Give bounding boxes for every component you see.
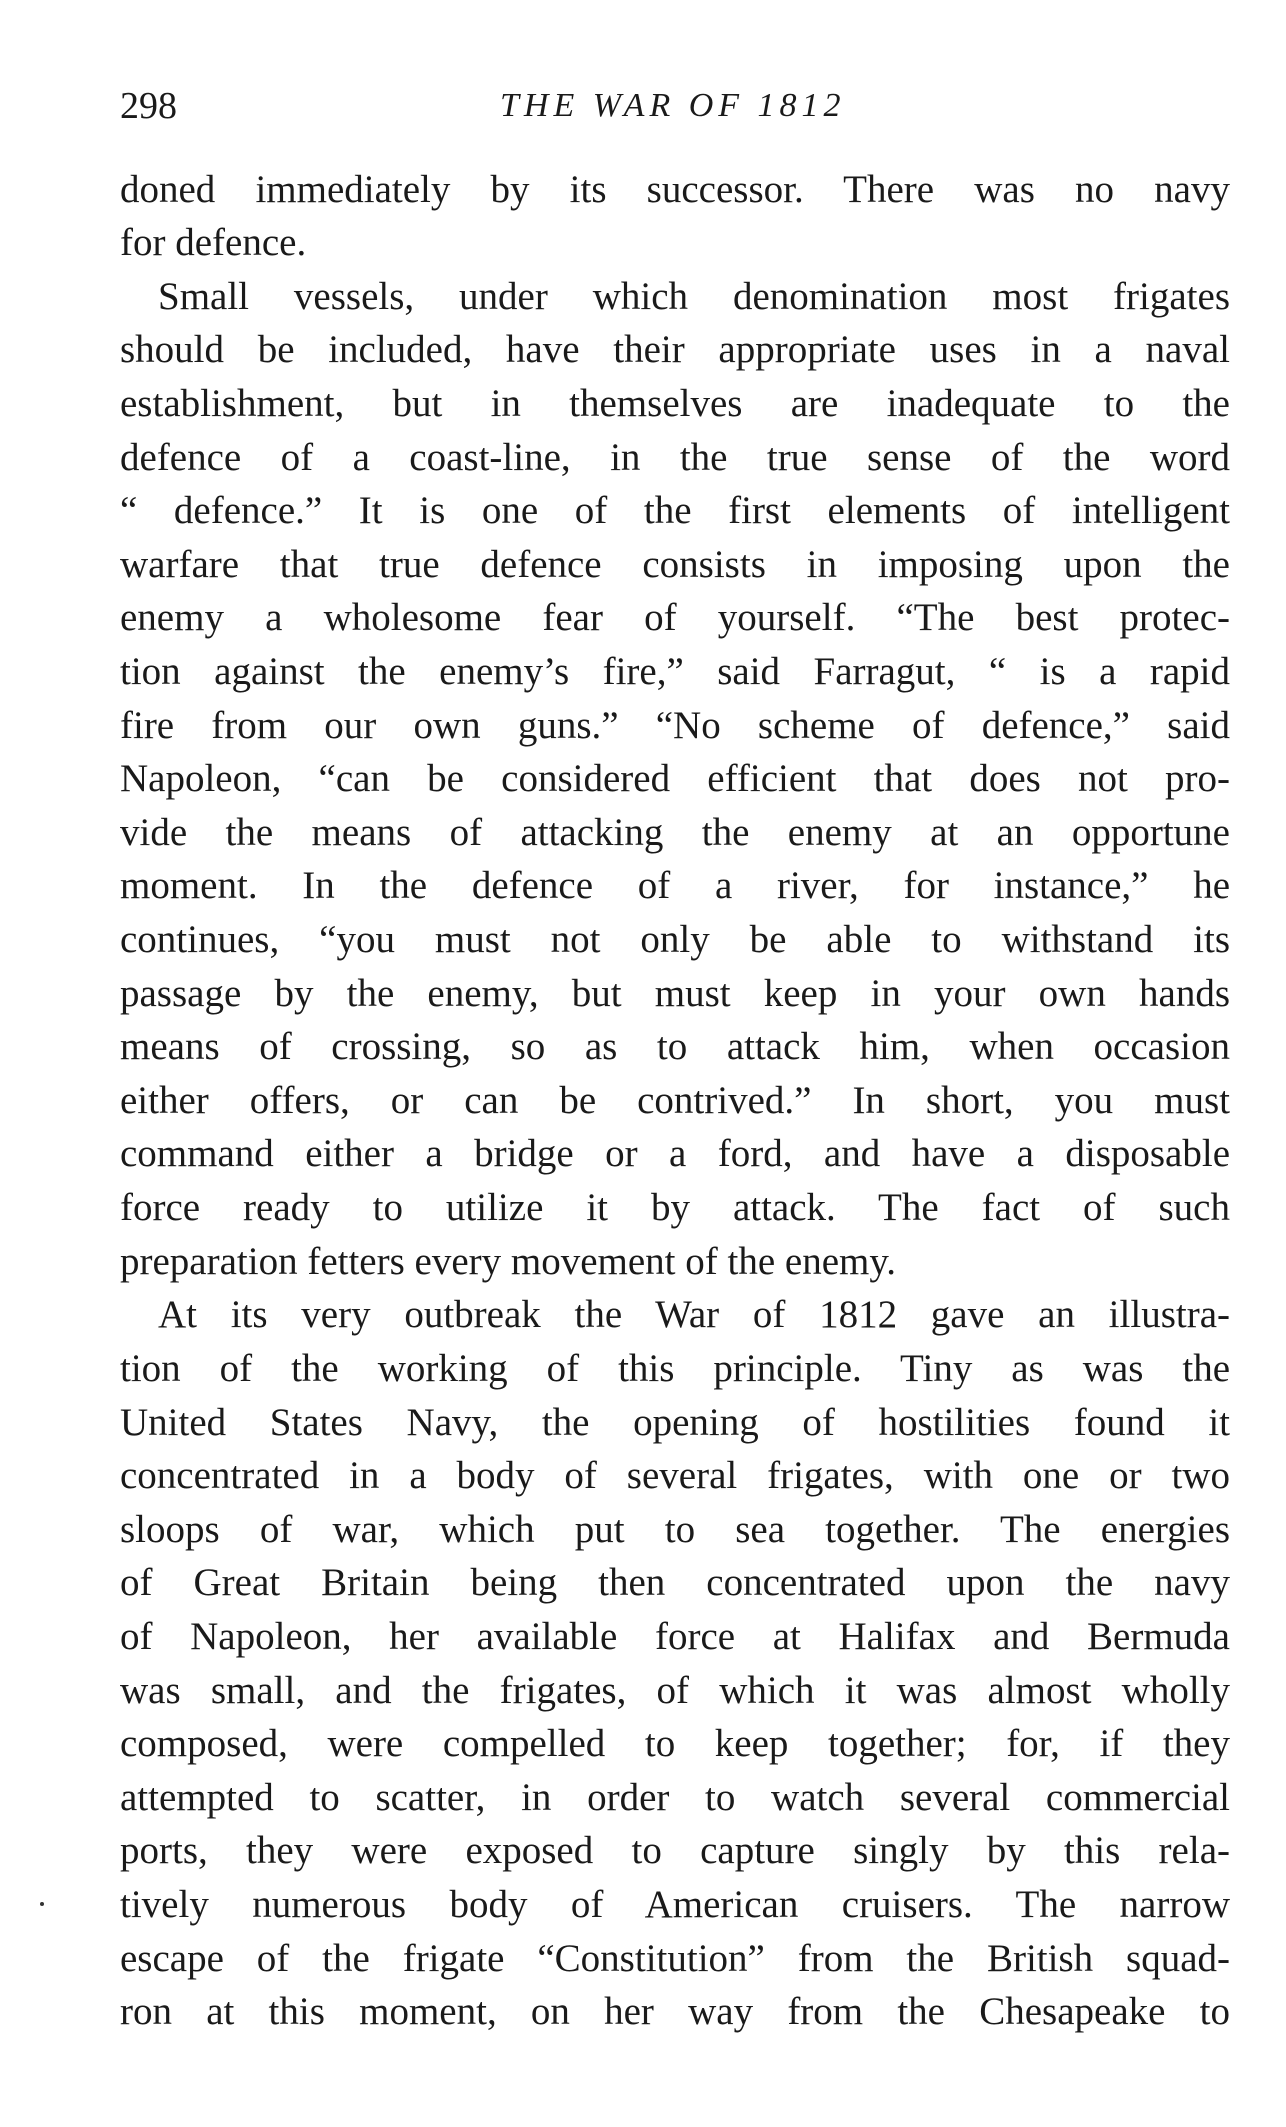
text-line: composed, were compelled to keep together; for, if they <box>120 1722 1230 1765</box>
text-line: should be included, have their appropriate uses in a naval <box>120 328 1230 371</box>
text-line: enemy a wholesome fear of yourself. “The best protec- <box>120 596 1230 639</box>
running-title: THE WAR OF 1812 <box>500 87 846 124</box>
text-line: either offers, or can be contrived.” In short, you must <box>120 1079 1230 1122</box>
page-header <box>120 76 1230 136</box>
text-line: passage by the enemy, but must keep in your own hands <box>120 972 1230 1015</box>
text-line: means of crossing, so as to attack him, when occasion <box>120 1025 1230 1068</box>
text-line: for defence. <box>120 221 307 264</box>
text-line: tion against the enemy’s fire,” said Farragut, “ is a rapid <box>120 650 1230 693</box>
text-line: escape of the frigate “Constitution” from the British squad- <box>120 1937 1230 1980</box>
text-line: Napoleon, “can be considered efficient that does not pro- <box>120 757 1230 800</box>
text-line: force ready to utilize it by attack. The fact of such <box>120 1186 1230 1229</box>
ink-speck <box>40 1902 44 1906</box>
text-line: moment. In the defence of a river, for instance,” he <box>120 864 1230 907</box>
text-line: defence of a coast-line, in the true sense of the word <box>120 436 1230 479</box>
text-line: attempted to scatter, in order to watch several commercial <box>120 1776 1230 1819</box>
text-line: “ defence.” It is one of the first elements of intelligent <box>120 489 1230 532</box>
text-line: United States Navy, the opening of hostilities found it <box>120 1401 1230 1444</box>
text-line: of Napoleon, her available force at Halifax and Bermuda <box>120 1615 1230 1658</box>
text-line: of Great Britain being then concentrated upon the navy <box>120 1561 1230 1604</box>
text-line: doned immediately by its successor. There was no navy <box>120 168 1230 211</box>
text-line: vide the means of attacking the enemy at an opportune <box>120 811 1230 854</box>
text-line: ports, they were exposed to capture singly by this rela- <box>120 1829 1230 1872</box>
text-line: preparation fetters every movement of the enemy. <box>120 1240 897 1283</box>
text-line: establishment, but in themselves are inadequate to the <box>120 382 1230 425</box>
text-line: concentrated in a body of several frigates, with one or two <box>120 1454 1230 1497</box>
text-line: Small vessels, under which denomination most frigates <box>158 275 1230 318</box>
text-line: At its very outbreak the War of 1812 gave an illustra- <box>158 1293 1230 1336</box>
text-line: was small, and the frigates, of which it was almost wholly <box>120 1669 1230 1712</box>
text-line: sloops of war, which put to sea together. The energies <box>120 1508 1230 1551</box>
text-line: warfare that true defence consists in imposing upon the <box>120 543 1230 586</box>
text-line: tion of the working of this principle. Tiny as was the <box>120 1347 1230 1390</box>
text-line: tively numerous body of American cruisers. The narrow <box>120 1883 1230 1926</box>
text-line: ron at this moment, on her way from the Chesapeake to <box>120 1990 1230 2033</box>
text-line: continues, “you must not only be able to withstand its <box>120 918 1230 961</box>
text-line: fire from our own guns.” “No scheme of defence,” said <box>120 704 1230 747</box>
text-line: command either a bridge or a ford, and have a disposable <box>120 1132 1230 1175</box>
page-number: 298 <box>120 85 177 127</box>
